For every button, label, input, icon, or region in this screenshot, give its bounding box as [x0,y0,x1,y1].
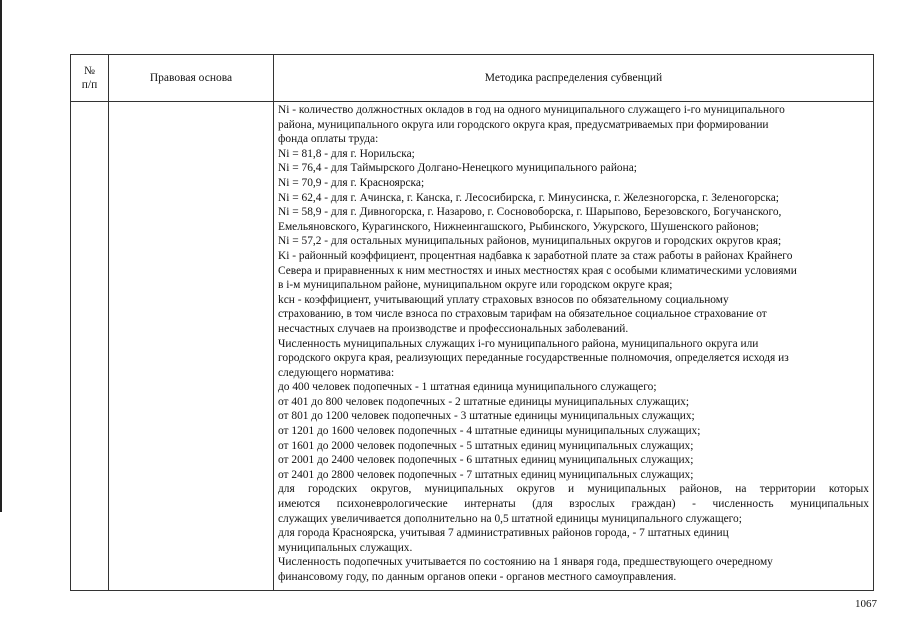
scan-edge-line [0,0,2,512]
table-row [71,102,874,591]
cell-methodology [274,102,874,591]
methodology-text-line: Численность муниципальных служащих i-го муниципального района, муниципального округа или [278,337,759,350]
methodology-text-line: для городских округов, муниципальных округов и муниципальных районов, на территории которых [278,483,869,496]
methodology-text-line: Ni = 70,9 - для г. Красноярска; [278,176,425,189]
header-methodology: Методика распределения субвенций [274,55,874,102]
page-number: 1067 [855,598,877,610]
methodology-text-line: Ni = 62,4 - для г. Ачинска, г. Канска, г. Лесосибирска, г. Минусинска, г. Железногорска, г. Зеленогорска; [278,191,779,204]
methodology-text-line: kсн - коэффициент, учитывающий уплату страховых взносов по обязательному социальному [278,293,729,306]
methodology-text-line: для города Красноярска, учитывая 7 административных районов города, - 7 штатных единиц [278,527,729,540]
methodology-text-line: несчастных случаев на производстве и профессиональных заболеваний. [278,322,629,335]
methodology-text-line: от 1601 до 2000 человек подопечных - 5 штатных единиц муниципальных служащих; [278,439,694,452]
methodology-text-line: Ni - количество должностных окладов в год на одного муниципального служащего i-го муниципального [278,104,785,116]
methodology-text-line: района, муниципального округа или городского округа края, предусматриваемых при формировании [278,118,769,131]
methodology-text-line: от 2001 до 2400 человек подопечных - 6 штатных единиц муниципальных служащих; [278,454,694,467]
methodology-text-line: страхованию, в том числе взноса по страховым тарифам на обязательное социальное страхование от [278,308,767,321]
table-header-row [71,55,874,102]
header-legal-basis: Правовая основа [109,55,274,102]
methodology-text-line: Емельяновского, Курагинского, Нижнеингашского, Рыбинского, Ужурского, Шушенского районов; [278,220,759,233]
methodology-text-line: городского округа края, реализующих переданные государственные полномочия, определяется исходя из [278,352,789,365]
methodology-text-line: муниципальных служащих. [278,541,413,554]
methodology-text-line: до 400 человек подопечных - 1 штатная единица муниципального служащего; [278,381,657,394]
methodology-text-line: от 1201 до 1600 человек подопечных - 4 штатные единицы муниципальных служащих; [278,425,701,438]
methodology-text-line: фонда оплаты труда: [278,133,379,146]
methodology-text-line: Ni = 58,9 - для г. Дивногорска, г. Назарово, г. Сосновоборска, г. Шарыпово, Березовского, Богучанского, [278,206,782,219]
cell-number [71,102,109,591]
methodology-text-line: служащих увеличивается дополнительно на 0,5 штатной единицы муниципального служащего; [278,512,742,525]
methodology-text-line: Ni = 76,4 - для Таймырского Долгано-Ненецкого муниципального района; [278,162,637,175]
cell-legal-basis [109,102,274,591]
header-number-line-2: п/п [81,79,98,91]
methodology-text-line: следующего норматива: [278,366,395,379]
methodology-text-line: в i-м муниципальном районе, муниципальном округе или городском округе края; [278,279,673,292]
methodology-text-line: от 401 до 800 человек подопечных - 2 штатные единицы муниципальных служащих; [278,395,690,408]
methodology-text-line: от 801 до 1200 человек подопечных - 3 штатные единицы муниципальных служащих; [278,410,695,423]
header-number-line-1: № [84,65,95,77]
subvention-table [70,54,874,591]
header-number [71,55,109,102]
methodology-text-line: Ni = 81,8 - для г. Норильска; [278,147,415,160]
methodology-text-line: Численность подопечных учитывается по состоянию на 1 января года, предшествующего очередному [278,556,773,569]
methodology-text-line: Ni = 57,2 - для остальных муниципальных районов, муниципальных округов и городских округов края; [278,235,782,248]
methodology-text-line: финансовому году, по данным органов опеки - органов местного самоуправления. [278,571,677,583]
methodology-text-line: от 2401 до 2800 человек подопечных - 7 штатных единиц муниципальных служащих; [278,468,694,481]
methodology-text-line: имеются психоневрологические интернаты (для взрослых граждан) - численность муниципальных [278,498,869,511]
methodology-text-line: Севера и приравненных к ним местностях и иных местностях края с особыми климатическими условиями [278,264,797,277]
methodology-text-line: Ki - районный коэффициент, процентная надбавка к заработной плате за стаж работы в районах Крайнего [278,249,793,262]
